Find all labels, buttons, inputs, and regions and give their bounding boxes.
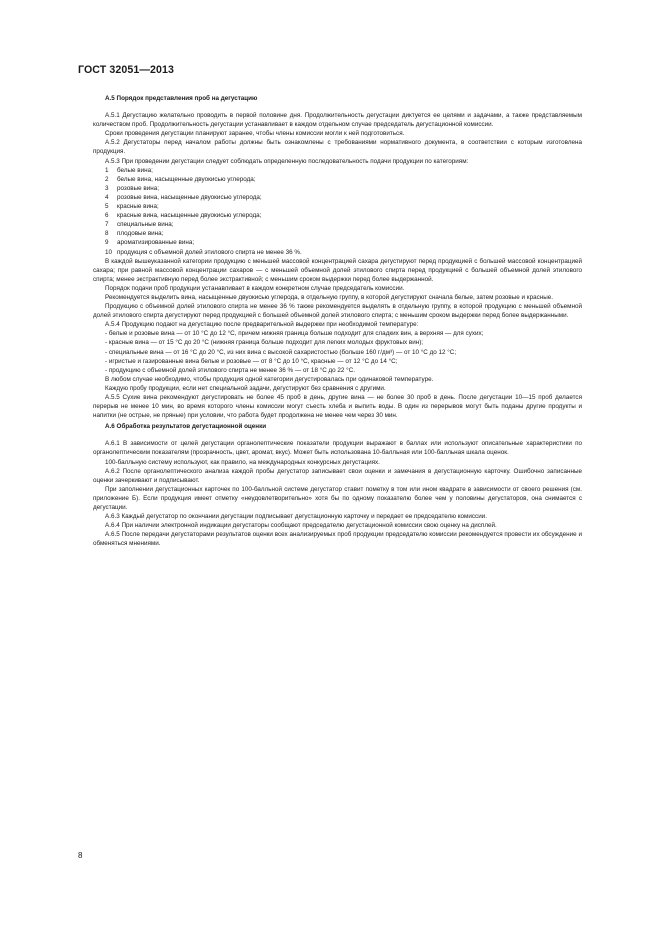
list-item: - продукцию с объемной долей этилового спирта не менее 36 % — от 18 °С до 22 °С.	[105, 366, 355, 374]
paragraph: А.5.2 Дегустаторы перед началом работы должны быть ознакомлены с требованиями нормативного документа, в соответствии с которым изготовлена продукция.	[93, 139, 582, 156]
paragraph: При заполнении дегустационных карточек по 100-балльной системе дегустатор ставит пометку в том или ином квадрате в зависимости от своего решения (см. приложение Б). Если продукция имеет отметку «неудовлетворительно» хотя бы по одному показателю более чем у половины дегустаторов, она снимается с дегустации.	[93, 485, 582, 512]
paragraph: А.6.3 Каждый дегустатор по окончании дегустации подписывает дегустационную карточку и передает ее председателю комиссии.	[105, 513, 487, 521]
paragraph: В каждой вышеуказанной категории продукцию с меньшей массовой концентрацией сахара дегустируют перед продукцией с большей массовой концентрацией сахара; при равной массовой концентрации сахаров — с меньшей объемной долей этилового спирта перед продукцией с большей объемной долей этилового спирта; менее экстрактивную перед более экстрактивной; с меньшим сроком выдержки перед более выдержанной.	[93, 257, 582, 283]
paragraph: Продукцию с объемной долей этилового спирта не менее 36 % также рекомендуется выделять в отдельную группу, в которой продукцию с меньшей объемной долей этилового спирта дегустируют перед продукцией с большей объемной долей этилового спирта; с меньшим сроком выдержки перед более выдержанными.	[93, 303, 582, 320]
page-number: 8	[78, 851, 83, 860]
list-item: 7 специальные вина;	[105, 221, 174, 229]
list-item: 6 красные вина, насыщенные двуокисью углерода;	[105, 212, 262, 220]
list-item: 1 белые вина;	[105, 166, 153, 174]
paragraph: А.6.4 При наличии электронной индикации дегустаторы сообщают председателю дегустационной комиссии свою оценку на дисплей.	[105, 522, 497, 530]
paragraph: А.5.1 Дегустацию желательно проводить в первой половине дня. Продолжительность дегустации диктуется ее целями и задачами, а также представляемым количеством проб. Продолжительность дегустации устанавливает в каждом отдельном случае председатель дегустационной комиссии.	[93, 112, 582, 129]
paragraph: А.6.5 После передачи дегустаторами результатов оценки всех анализируемых проб продукции председателю комиссии рекомендуется провести их обсуждение и обменяться мнениями.	[93, 531, 582, 548]
list-item: 8 плодовые вина;	[105, 230, 164, 238]
paragraph: 100-балльную систему используют, как правило, на международных конкурсных дегустациях.	[105, 458, 380, 466]
list-item: - красные вина — от 15 °С до 20 °С (нижняя граница больше подходит для легких молодых фруктовых вин);	[105, 339, 424, 347]
section-heading-a5: А.5 Порядок представления проб на дегустацию	[105, 95, 258, 102]
paragraph: А.6.2 После органолептического анализа каждой пробы дегустатор записывает свои оценки и замечания в дегустационную карточку. Ошибочно записанные оценки зачеркивают и подписывают.	[93, 467, 582, 484]
paragraph: Порядок подачи проб продукции устанавливает в каждом конкретном случае председатель комиссии.	[105, 284, 405, 292]
section-heading-a6: А.6 Обработка результатов дегустационной оценки	[105, 423, 267, 431]
list-item: - игристые и газированные вина белые и розовые — от 8 °С до 10 °С, красные — от 12 °С до 14 °С;	[105, 357, 398, 365]
paragraph: А.5.3 При проведении дегустации следует соблюдать определенную последовательность подачи продукции по категориям:	[105, 157, 469, 165]
document-header: ГОСТ 32051—2013	[78, 64, 175, 76]
list-item: 5 красные вина;	[105, 203, 159, 211]
list-item: 2 белые вина, насыщенные двуокисью углерода;	[105, 175, 256, 183]
paragraph: А.6.1 В зависимости от целей дегустации органолептические показатели продукции выражают в баллах или используют описательные характеристики по органолептическим показателям (прозрачность, цвет, аромат, вкус). Может быть использована 10-балльная или 100-балльная шкала оценок.	[93, 440, 582, 457]
paragraph: В любом случае необходимо, чтобы продукция одной категории дегустировалась при одинаковой температуре.	[105, 375, 434, 383]
paragraph: А.5.5 Сухие вина рекомендуют дегустировать не более 45 проб в день, другие вина — не более 30 проб в день. После дегустации 10—15 проб делается перерыв не менее 10 мин, во время которого члены комиссии могут съесть хлеба и выпить воды. В один из перерывов могут быть поданы другие продукты и напитки (не острые, не пряные) при условии, что работа будет продолжена не менее чем через 30 мин.	[93, 394, 582, 420]
list-item: - белые и розовые вина — от 10 °С до 12 °С, причем нижняя граница больше подходит для сладких вин, а верхняя — для сухих;	[105, 330, 484, 338]
document-body	[93, 94, 582, 549]
paragraph: Рекомендуется выделить вина, насыщенные двуокисью углерода, в отдельную группу, в которой дегустируют сначала белые, затем розовые и красные.	[105, 293, 553, 301]
paragraph: Сроки проведения дегустации планируют заранее, чтобы члены комиссии могли к ней подготовиться.	[105, 130, 405, 138]
list-item: 4 розовые вина, насыщенные двуокисью углерода;	[105, 193, 262, 201]
paragraph: А.5.4 Продукцию подают на дегустацию после предварительной выдержки при необходимой температуре:	[105, 321, 419, 329]
list-item: - специальные вина — от 16 °С до 20 °С, из них вина с высокой сахаристостью (больше 160 г/дм³) — от 10 °С до 12 °С;	[105, 348, 457, 356]
list-item: 9 ароматизированные вина;	[105, 239, 195, 247]
category-list	[93, 166, 582, 257]
list-item: 3 розовые вина;	[105, 184, 159, 192]
paragraph: Каждую пробу продукции, если нет специальной задачи, дегустируют без сравнения с другими.	[105, 384, 386, 392]
temperature-list	[93, 329, 582, 374]
list-item: 10 продукция с объемной долей этилового спирта не менее 36 %.	[105, 248, 302, 256]
